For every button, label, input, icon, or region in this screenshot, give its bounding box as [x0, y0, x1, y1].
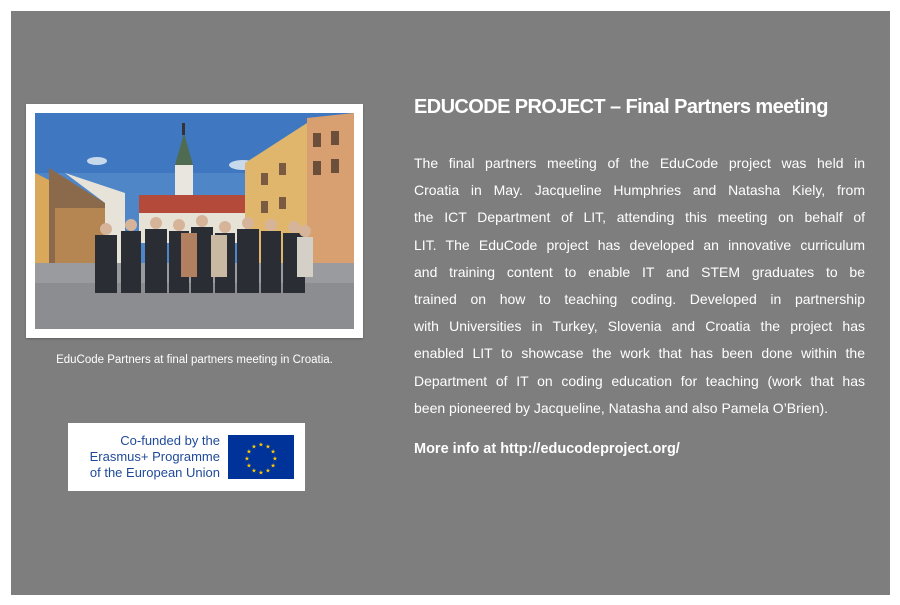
svg-text:★: ★: [244, 455, 250, 463]
eu-badge-line: Erasmus+ Programme: [89, 449, 220, 464]
article-body-line: LIT. The EduCode project has developed an innovative curriculum: [414, 236, 865, 253]
article-body-line: with Universities in Turkey, Slovenia and Croatia the project has: [414, 318, 865, 335]
svg-text:★: ★: [251, 443, 257, 451]
svg-text:★: ★: [258, 469, 264, 477]
photo-frame: [26, 104, 363, 338]
eu-badge-line: of the European Union: [89, 465, 220, 480]
svg-text:★: ★: [246, 448, 252, 456]
erasmus-cofunded-badge: [68, 423, 305, 491]
article-body-line: enabled LIT to showcase the work that has been done within the: [414, 345, 865, 362]
eu-flag-icon: [228, 435, 294, 479]
svg-text:★: ★: [272, 455, 278, 463]
article-body-line: Department of IT on coding education for teaching (work that has: [414, 372, 865, 389]
more-info-link[interactable]: More info at http://educodeproject.org/: [414, 441, 680, 457]
svg-text:★: ★: [270, 462, 276, 470]
svg-text:★: ★: [265, 443, 271, 451]
svg-text:★: ★: [258, 441, 264, 449]
article-body-line: The final partners meeting of the EduCode project was held in: [414, 155, 865, 171]
article-body-line: been pioneered by Jacqueline, Natasha and also Pamela O’Brien).: [414, 399, 829, 416]
photo-caption: EduCode Partners at final partners meeting in Croatia.: [56, 354, 333, 366]
article-body-line: trained on how to teaching coding. Developed in partnership: [414, 291, 865, 308]
svg-text:★: ★: [246, 462, 252, 470]
article-body: [414, 150, 865, 422]
article-body-line: Croatia in May. Jacqueline Humphries and Natasha Kiely, from: [414, 182, 865, 199]
article-body-line: and training content to enable IT and STEM graduates to be: [414, 263, 865, 280]
eu-badge-line: Co-funded by the: [120, 433, 220, 448]
group-photo: [35, 113, 354, 329]
erasmus-cofunded-text: [78, 433, 220, 481]
article-heading: EDUCODE PROJECT – Final Partners meeting: [414, 96, 828, 118]
article-body-line: the ICT Department of LIT, attending this meeting on behalf of: [414, 209, 865, 226]
svg-text:★: ★: [270, 448, 276, 456]
svg-text:★: ★: [265, 467, 271, 475]
group-photo-illustration: [35, 113, 354, 329]
svg-text:★: ★: [251, 467, 257, 475]
